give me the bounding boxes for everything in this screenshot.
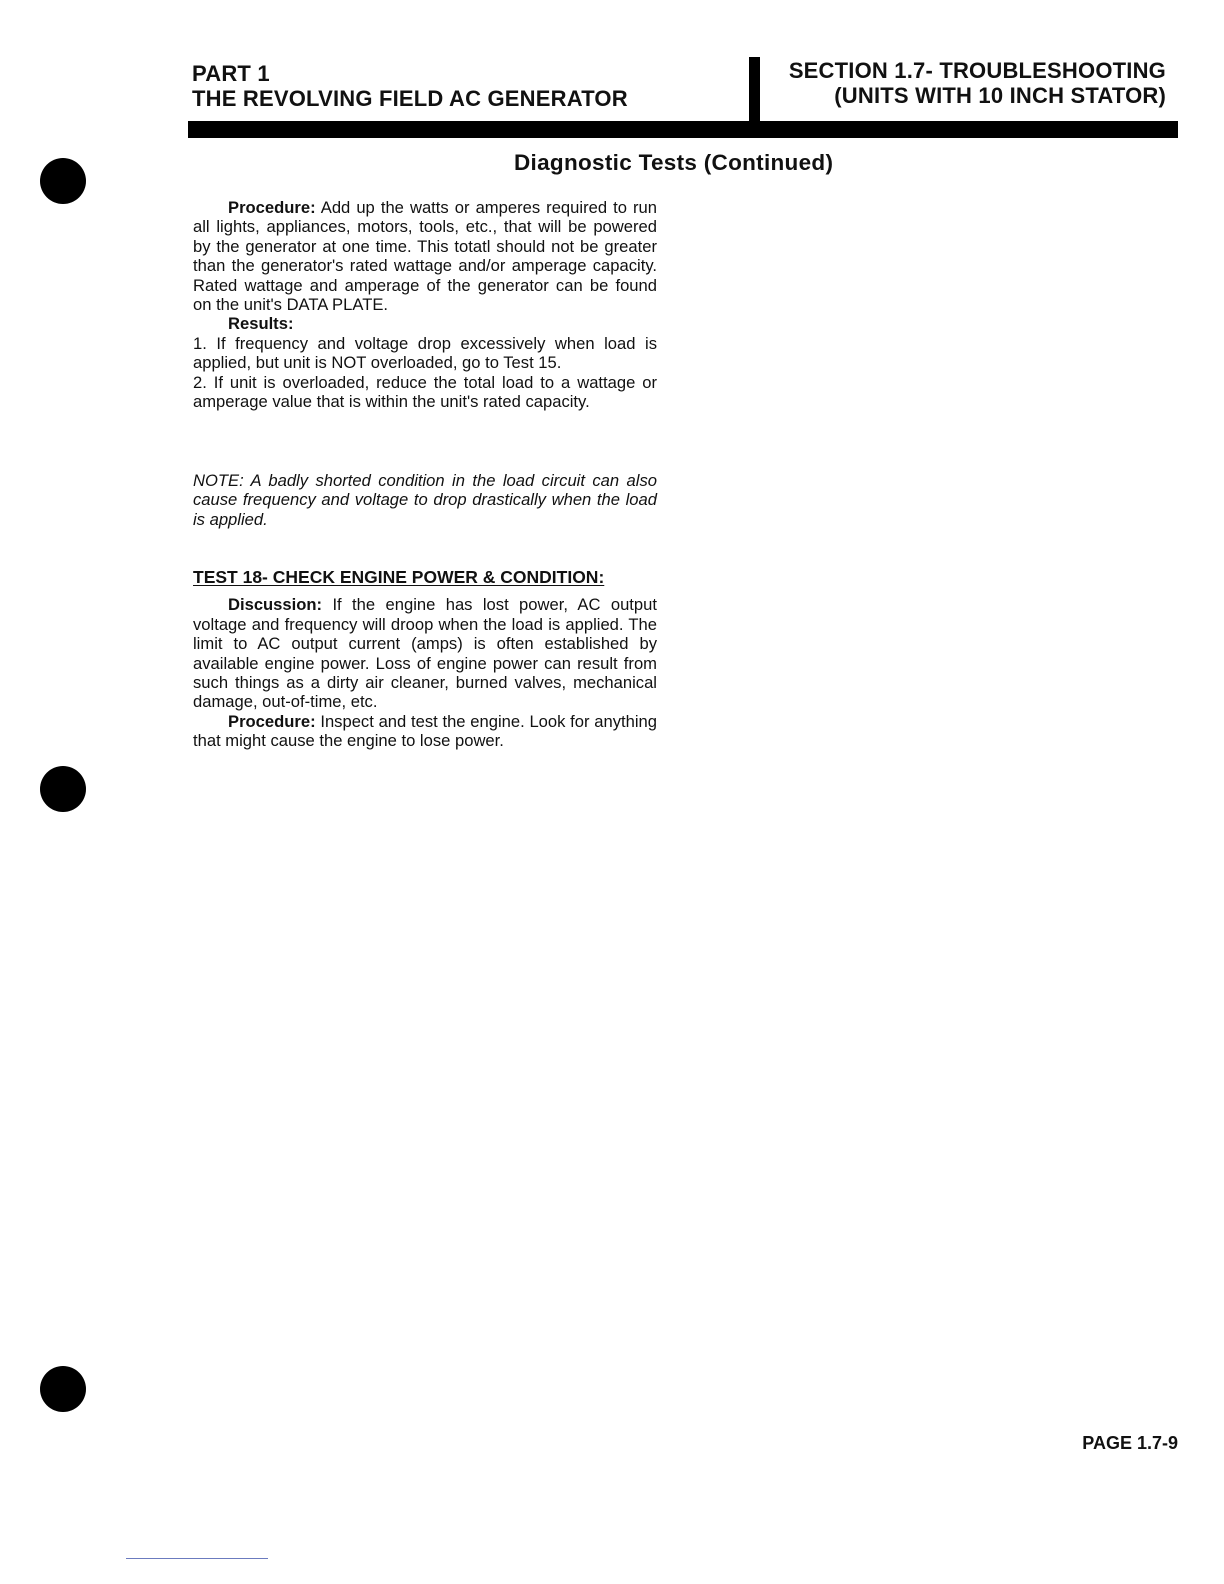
- test18-procedure-paragraph: [193, 712, 657, 751]
- footer-line: [126, 1558, 268, 1559]
- results-heading: Results:: [228, 314, 294, 334]
- header-divider: [749, 57, 760, 125]
- binder-hole-middle: [40, 766, 86, 812]
- procedure-block: [193, 198, 657, 411]
- binder-hole-bottom: [40, 1366, 86, 1412]
- test18-procedure-label: Procedure:: [228, 711, 316, 731]
- discussion-text: If the engine has lost power, AC output voltage and frequency will droop when the load is applied. The limit to AC output current (amps) is often established by available engine power. Loss of engine power can result from such things as a dirty air cleaner, burned valves, mechanical damage, out-of-time, etc.: [193, 595, 657, 712]
- section-subtitle: (UNITS WITH 10 INCH STATOR): [834, 83, 1166, 108]
- page-heading: Diagnostic Tests (Continued): [514, 150, 834, 175]
- part-header: [192, 61, 628, 111]
- part-title: THE REVOLVING FIELD AC GENERATOR: [192, 86, 628, 111]
- note-block: [193, 471, 657, 529]
- test18-block: [193, 568, 657, 751]
- test18-procedure-text: Inspect and test the engine. Look for anything that might cause the engine to lose power.: [193, 711, 657, 751]
- page-number: PAGE 1.7-9: [1082, 1433, 1178, 1453]
- test18-heading: TEST 18- CHECK ENGINE POWER & CONDITION:: [193, 567, 605, 587]
- result-item-2: 2. If unit is overloaded, reduce the total load to a wattage or amperage value that is within the unit's rated capacity.: [193, 372, 657, 412]
- part-number: PART 1: [192, 61, 270, 86]
- section-header: [789, 58, 1166, 108]
- result-item-1: 1. If frequency and voltage drop excessively when load is applied, but unit is NOT overloaded, go to Test 15.: [193, 333, 657, 373]
- discussion-paragraph: [193, 595, 657, 711]
- procedure-text: Add up the watts or amperes required to run all lights, appliances, motors, tools, etc., that will be powered by the generator at one time. This totatl should not be greater than the generator's rated wattage and/or amperage capacity. Rated wattage and amperage of the generator can be found on the unit's DATA PLATE.: [193, 198, 657, 315]
- note-text: NOTE: A badly shorted condition in the load circuit can also cause frequency and voltage to drop drastically when the load is applied.: [193, 471, 657, 529]
- discussion-label: Discussion:: [228, 595, 323, 615]
- procedure-label: Procedure:: [228, 198, 316, 217]
- header-rule: [188, 121, 1178, 138]
- section-title: SECTION 1.7- TROUBLESHOOTING: [788, 58, 1166, 83]
- binder-hole-top: [40, 158, 86, 204]
- procedure-paragraph: [193, 198, 657, 314]
